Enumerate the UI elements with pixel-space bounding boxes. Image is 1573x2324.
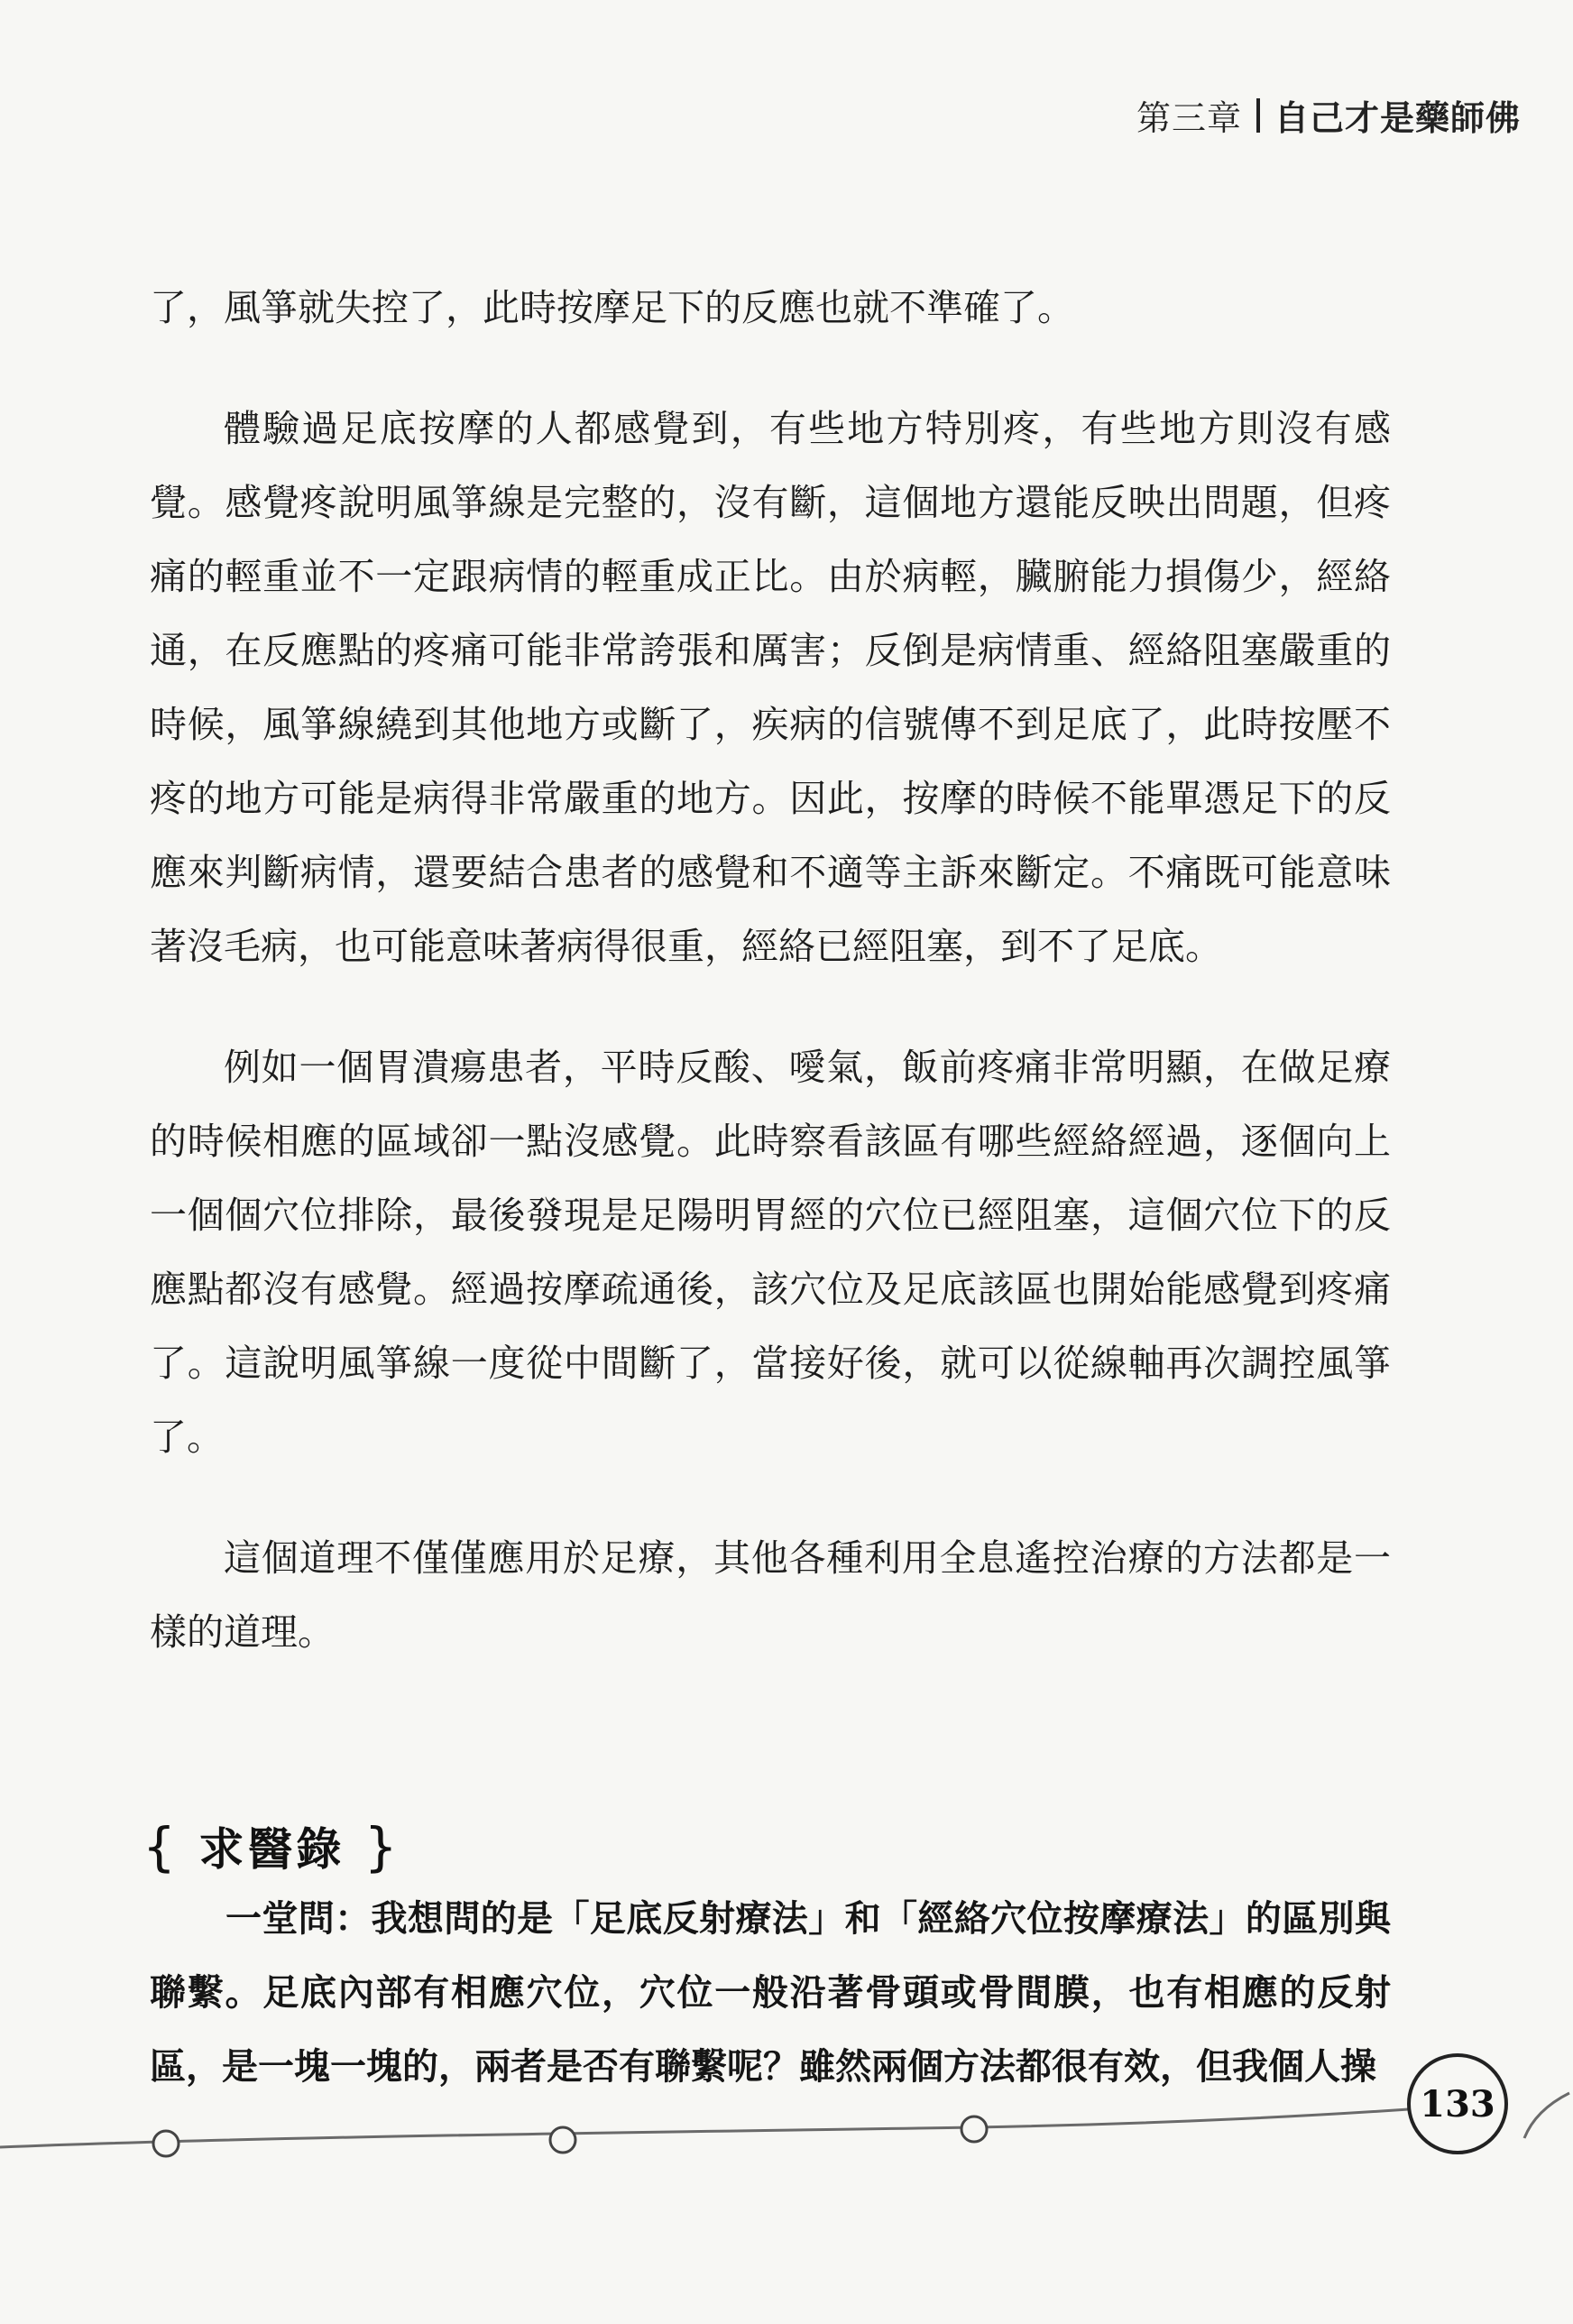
running-header	[1136, 90, 1521, 140]
paragraph: 這個道理不僅僅應用於足療，其他各種利用全息遙控治療的方法都是一樣的道理。	[150, 1536, 1391, 1654]
section-title: 求醫錄	[198, 1823, 345, 1876]
header-separator	[1256, 98, 1260, 133]
footer-decoration	[0, 2039, 1573, 2324]
chapter-label: 第三章	[1136, 98, 1242, 138]
heading-brace-open: {	[143, 1816, 179, 1877]
paragraph-continuation: 了，風箏就失控了，此時按摩足下的反應也就不準確了。	[150, 286, 1074, 329]
chapter-title: 自己才是藥師佛	[1274, 98, 1521, 138]
paragraph: 例如一個胃潰瘍患者，平時反酸、噯氣，飯前疼痛非常明顯，在做足療的時候相應的區域卻一點沒感覺。此時察看該區有哪些經絡經過，逐個向上一個個穴位排除，最後發現是足陽明胃經的穴位已經阻塞，這個穴位下的反應點都沒有感覺。經過按摩疏通後，該穴位及足底該區也開始能感覺到疼痛了。這說明風箏線一度從中間斷了，當接好後，就可以從線軸再次調控風箏了。	[150, 1046, 1391, 1459]
heading-brace-close: }	[363, 1816, 401, 1877]
footer-dot-middle	[550, 2127, 575, 2153]
footer-dot-right	[961, 2116, 987, 2142]
footer-dot-left	[153, 2131, 179, 2156]
page-number: 133	[1420, 2082, 1495, 2126]
body-text	[150, 271, 1391, 1669]
paragraph: 體驗過足底按摩的人都感覺到，有些地方特別疼，有些地方則沒有感覺。感覺疼說明風箏線是完整的，沒有斷，這個地方還能反映出問題，但疼痛的輕重並不一定跟病情的輕重成正比。由於病輕，臟腑能力損傷少，經絡通，在反應點的疼痛可能非常誇張和厲害；反倒是病情重、經絡阻塞嚴重的時候，風箏線繞到其他地方或斷了，疾病的信號傳不到足底了，此時按壓不疼的地方可能是病得非常嚴重的地方。因此，按摩的時候不能單憑足下的反應來判斷病情，還要結合患者的感覺和不適等主訴來斷定。不痛既可能意味著沒毛病，也可能意味著病得很重，經絡已經阻塞，到不了足底。	[150, 407, 1391, 968]
qa-question-text: 一堂問：我想問的是「足底反射療法」和「經絡穴位按摩療法」的區別與聯繫。足底內部有相應穴位，穴位一般沿著骨頭或骨間膜，也有相應的反射區，是一塊一塊的，兩者是否有聯繫呢？雖然兩個方法都很有效，但我個人操	[150, 1897, 1391, 2088]
section-heading	[143, 1813, 401, 1878]
